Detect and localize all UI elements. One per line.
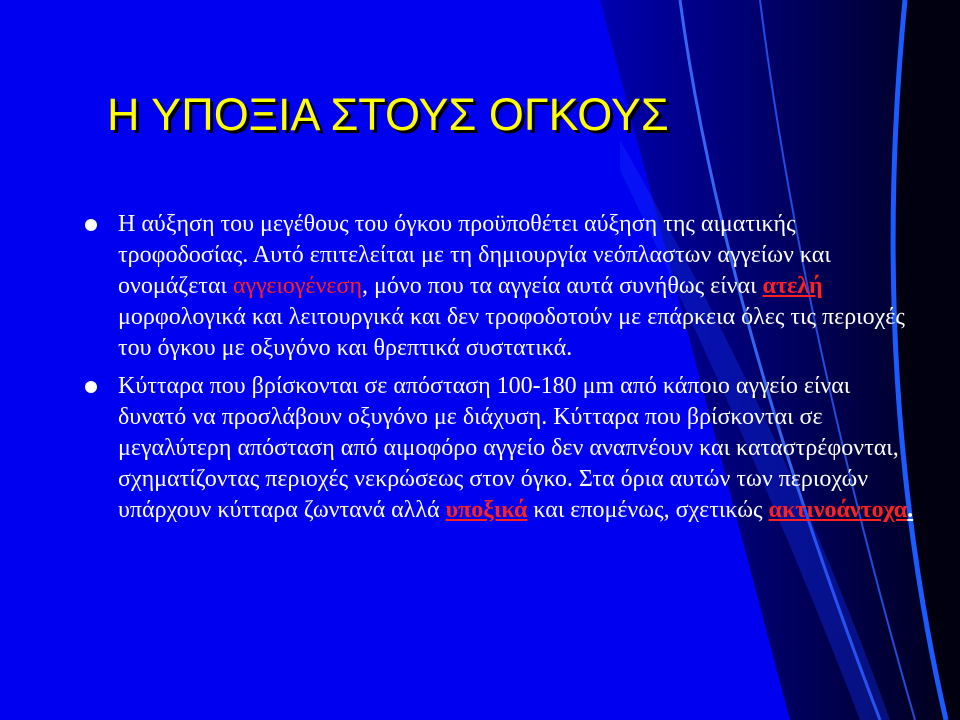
bullet-2-text-a: Κύτταρα που βρίσκονται σε απόσταση 100-180 μm από κάποιο αγγείο είναι δυνατό να προσλάβουν οξυγόνο με διάχυση. Κύτταρα που βρίσκονται σε μεγαλύτερη απόσταση από αιμοφόρο αγγείο δεν αναπνέουν και καταστρέφονται, σχηματίζοντας περιοχές νεκρώσεως στον όγκο. Στα όρια αυτών των περιοχών υπάρχουν κύτταρα ζωντανά αλλά (118, 373, 899, 523)
term-radioresistant: ακτινοάντοχα (768, 497, 908, 523)
bullet-2-final-period: . (907, 497, 914, 523)
bullet-1-text-c: μορφολογικά και λειτουργικά και δεν τροφοδοτούν με επάρκεια όλες τις περιοχές του όγκου με οξυγόνο και θρεπτικά συστατικά. (118, 304, 905, 361)
bullet-1-text-a: Η αύξηση του μεγέθους του όγκου προϋποθέτει αύξηση της αιματικής τροφοδοσίας. Αυτό επιτελείται με τη δημιουργία νεόπλαστων αγγείων και ονομάζεται (118, 211, 831, 299)
bullet-1-text-b: , μόνο που τα αγγεία αυτά συνήθως είναι (362, 273, 763, 299)
bullet-paragraph-1 (118, 209, 918, 364)
term-hypoxic: υποξικά (445, 497, 528, 523)
term-angiogenesis: αγγειογένεση (232, 273, 362, 299)
slide-title: Η ΥΠΟΞΙΑ ΣΤΟΥΣ ΟΓΚΟΥΣ (107, 89, 669, 140)
bullet-dot-icon (85, 381, 97, 393)
term-incomplete: ατελή (762, 273, 823, 299)
bullet-2-text-b: και επομένως, σχετικώς (527, 497, 769, 523)
bullet-dot-icon (85, 219, 97, 231)
slide-content (118, 209, 918, 533)
bullet-paragraph-2 (118, 371, 918, 526)
